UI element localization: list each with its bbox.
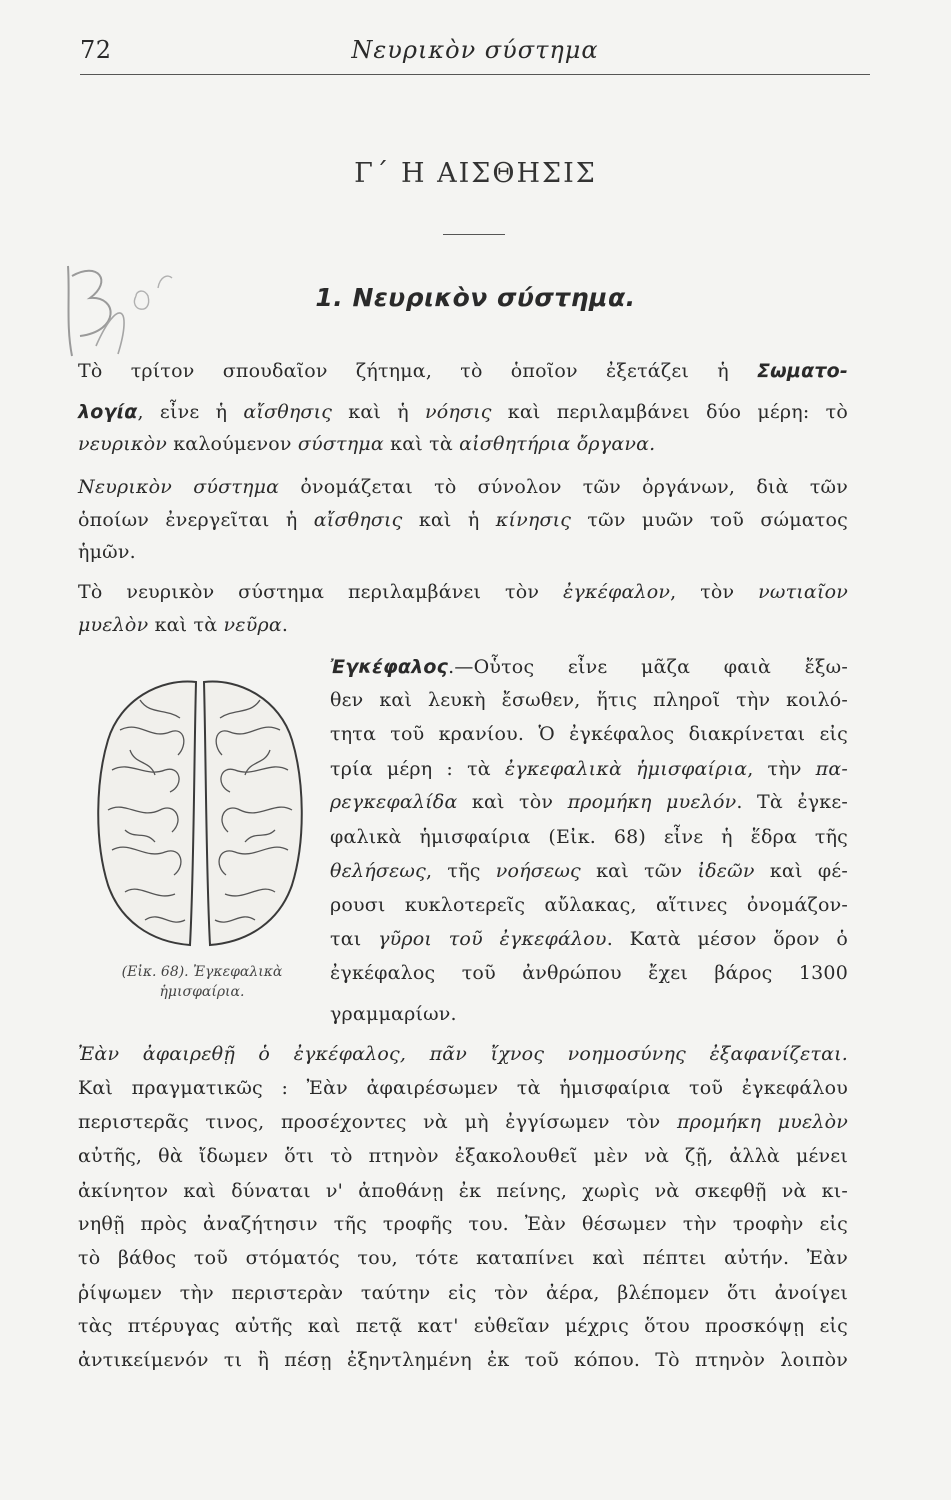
text-line: Ἐὰν ἀφαιρεθῇ ὁ ἐγκέφαλος, πᾶν ἴχνος νοημοσύνης ἐξαφανίζεται.: [78, 1043, 848, 1065]
text-line: ῥίψωμεν τὴν περιστερὰν ταύτην εἰς τὸν ἀέρα, βλέπομεν ὅτι ἀνοίγει: [78, 1282, 848, 1304]
title-divider: [443, 234, 505, 235]
text-line: Τὸ τρίτον σπουδαῖον ζήτημα, τὸ ὁποῖον ἐξετάζει ἡ Σωματο-: [78, 360, 848, 382]
brain-illustration: [90, 670, 310, 955]
text-line: θελήσεως, τῆς νοήσεως καὶ τῶν ἰδεῶν καὶ φέ-: [330, 860, 848, 882]
text-line: Καὶ πραγματικῶς : Ἐὰν ἀφαιρέσωμεν τὰ ἡμισφαίρια τοῦ ἐγκεφάλου: [78, 1077, 848, 1099]
text-line: ὁποίων ἐνεργεῖται ἡ αἴσθησις καὶ ἡ κίνησις τῶν μυῶν τοῦ σώματος: [78, 509, 848, 531]
page-number: 72: [80, 36, 112, 64]
text-line: θεν καὶ λευκὴ ἔσωθεν, ἥτις πληροῖ τὴν κοιλό-: [330, 689, 848, 711]
text-line: Τὸ νευρικὸν σύστημα περιλαμβάνει τὸν ἐγκέφαλον, τὸν νωτιαῖον: [78, 581, 848, 603]
text-line: ἀντικείμενόν τι ἢ πέσῃ ἐξηντλημένη ἐκ τοῦ κόπου. Τὸ πτηνὸν λοιπὸν: [78, 1349, 848, 1371]
text-line: περιστερᾶς τινος, προσέχοντες νὰ μὴ ἐγγίσωμεν τὸν προμήκη μυελὸν: [78, 1111, 849, 1133]
caption-line: ἡμισφαίρια.: [159, 984, 245, 1000]
text-line: Ἐγκέφαλος.—Οὗτος εἶνε μᾶζα φαιὰ ἔξω-: [330, 656, 848, 678]
text-line: ρουσι κυκλοτερεῖς αὔλακας, αἵτινες ὀνομάζον-: [330, 894, 848, 916]
text-line: τρία μέρη : τὰ ἐγκεφαλικὰ ἡμισφαίρια, τὴν πα-: [330, 758, 849, 780]
section-title: 1. Νευρικὸν σύστημα.: [315, 283, 636, 312]
text-line: ρεγκεφαλίδα καὶ τὸν προμήκη μυελόν. Τὰ ἐγκε-: [330, 791, 849, 813]
page-header: [80, 30, 870, 75]
text-line: γραμμαρίων.: [330, 1003, 457, 1025]
text-line: νευρικὸν καλούμενον σύστημα καὶ τὰ αἰσθητήρια ὄργανα.: [78, 433, 656, 455]
text-line: ται γῦροι τοῦ ἐγκεφάλου. Κατὰ μέσον ὅρον ὁ: [330, 928, 848, 950]
text-line: μυελὸν καὶ τὰ νεῦρα.: [78, 614, 289, 636]
text-line: Νευρικὸν σύστημα ὀνομάζεται τὸ σύνολον τῶν ὀργάνων, διὰ τῶν: [78, 476, 848, 498]
text-line: λογία, εἶνε ἡ αἴσθησις καὶ ἡ νόησις καὶ περιλαμβάνει δύο μέρη: τὸ: [78, 401, 848, 423]
chapter-title: Γ΄ Η ΑΙΣΘΗΣΙΣ: [354, 158, 597, 189]
text-line: ἀκίνητον καὶ δύναται ν' ἀποθάνῃ ἐκ πείνης, χωρὶς νὰ σκεφθῇ νὰ κι-: [78, 1180, 848, 1202]
text-line: τητα τοῦ κρανίου. Ὁ ἐγκέφαλος διακρίνεται εἰς: [330, 723, 848, 745]
figure-caption: [82, 962, 322, 1002]
text-line: τὸ βάθος τοῦ στόματός του, τότε καταπίνει καὶ πέπτει αὐτήν. Ἐὰν: [78, 1247, 848, 1269]
running-title: Νευρικὸν σύστημα: [351, 36, 599, 64]
text-line: αὐτῆς, θὰ ἴδωμεν ὅτι τὸ πτηνὸν ἐξακολουθεῖ μὲν νὰ ζῇ, ἀλλὰ μένει: [78, 1145, 848, 1167]
text-line: φαλικὰ ἡμισφαίρια (Εἰκ. 68) εἶνε ἡ ἕδρα τῆς: [330, 826, 848, 848]
text-line: ἡμῶν.: [78, 541, 136, 563]
text-line: νηθῇ πρὸς ἀναζήτησιν τῆς τροφῆς του. Ἐὰν θέσωμεν τὴν τροφὴν εἰς: [78, 1213, 848, 1235]
text-line: ἐγκέφαλος τοῦ ἀνθρώπου ἔχει βάρος 1300: [330, 962, 848, 984]
caption-line: (Εἰκ. 68). Ἐγκεφαλικὰ: [121, 964, 283, 980]
text-line: τὰς πτέρυγας αὐτῆς καὶ πετᾷ κατ' εὐθεῖαν μέχρις ὅτου προσκόψῃ εἰς: [78, 1315, 848, 1337]
